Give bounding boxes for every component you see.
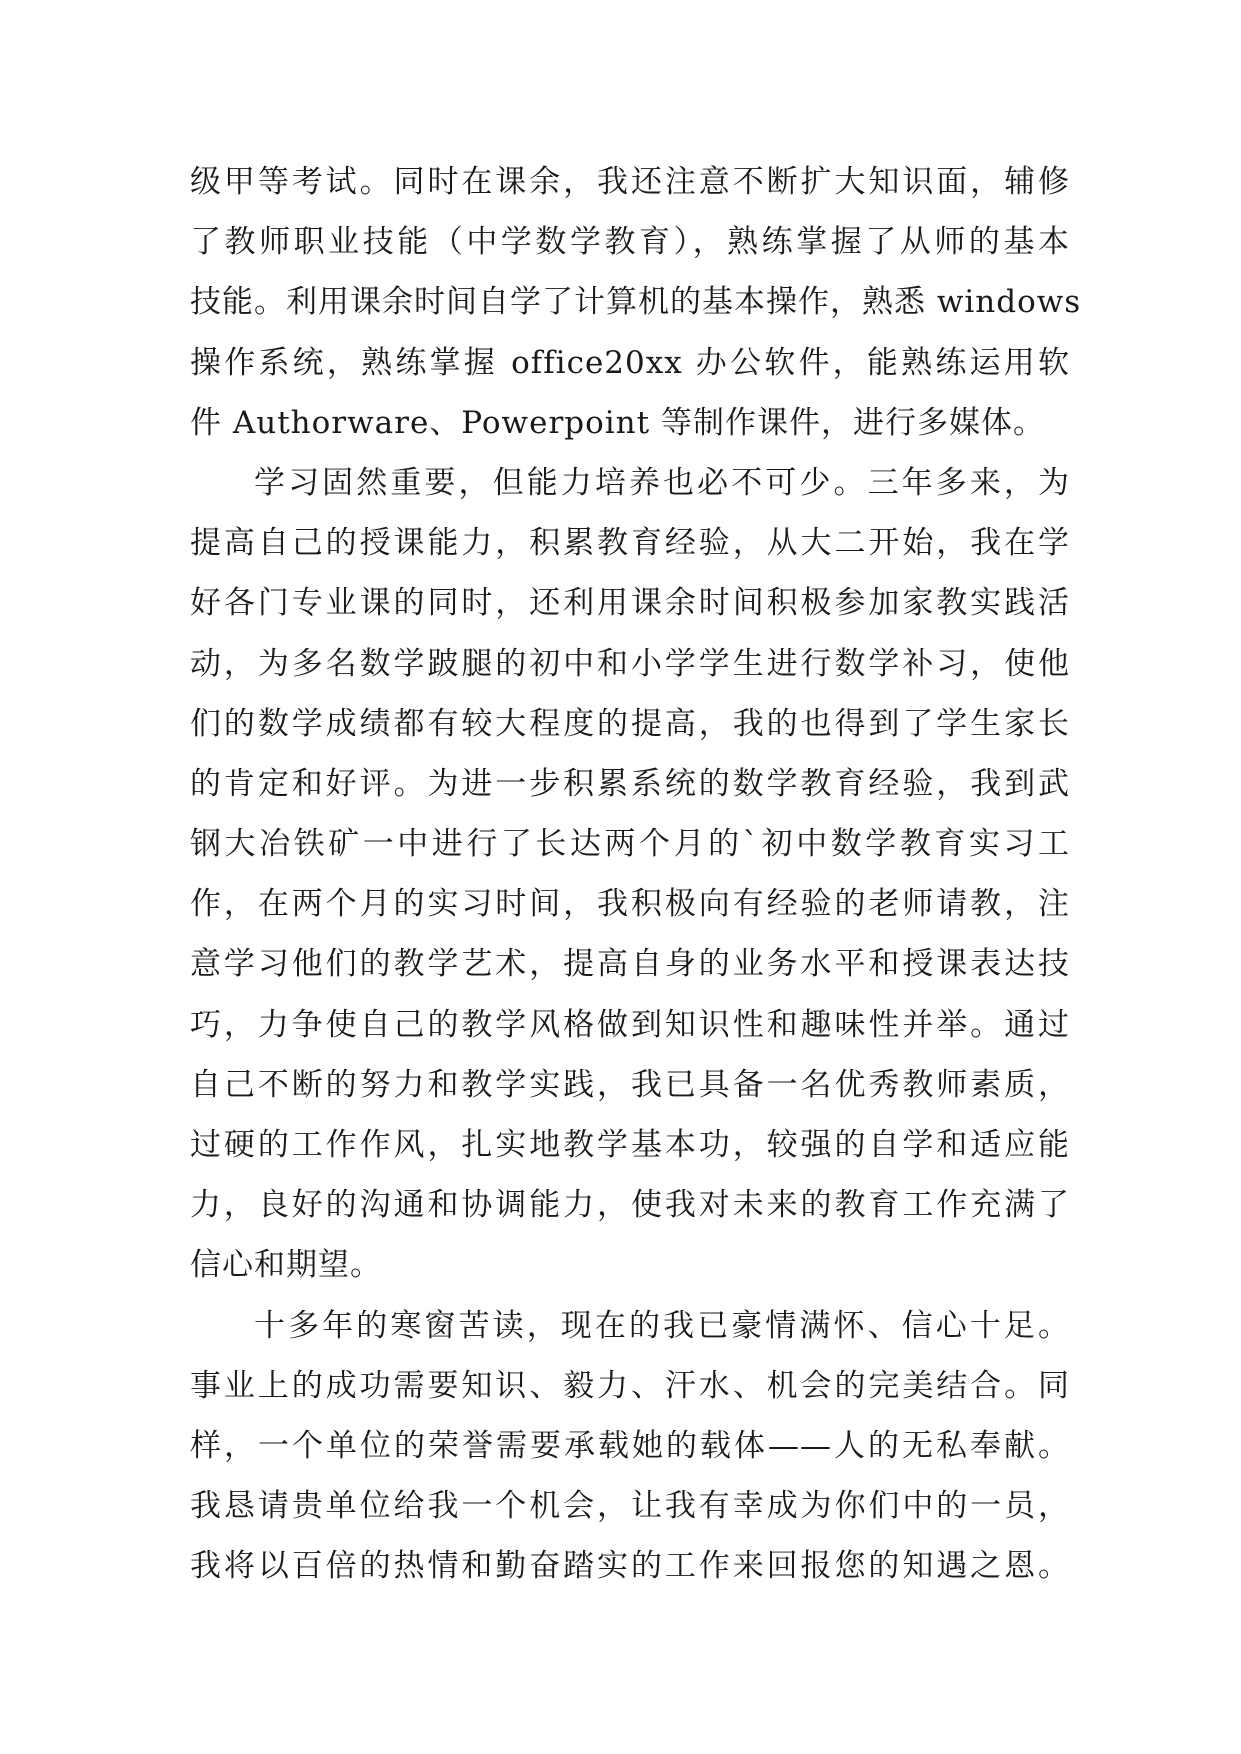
text-line: 意学习他们的教学艺术，提高自身的业务水平和授课表达技 [190,946,1070,983]
text-line: 好各门专业课的同时，还利用课余时间积极参加家教实践活 [190,585,1070,622]
text-line: 我将以百倍的热情和勤奋踏实的工作来回报您的知遇之恩。 [190,1548,1070,1585]
text-line: 巧，力争使自己的教学风格做到知识性和趣味性并举。通过 [190,1006,1070,1043]
text-line: 自己不断的努力和教学实践，我已具备一名优秀教师素质， [190,1066,1070,1103]
text-line: 级甲等考试。同时在课余，我还注意不断扩大知识面，辅修 [190,164,1070,200]
text-line: 技能。利用课余时间自学了计算机的基本操作，熟悉 windows [190,284,1082,321]
text-line: 过硬的工作作风，扎实地教学基本功，较强的自学和适应能 [190,1127,1070,1163]
paragraph-3 [190,1296,1070,1597]
text-line: 十多年的寒窗苦读，现在的我已豪情满怀、信心十足。 [254,1307,1070,1344]
text-line: 提高自己的授课能力，积累教育经验，从大二开始，我在学 [190,525,1070,562]
text-line: 了教师职业技能（中学数学教育），熟练掌握了从师的基本 [190,224,1070,261]
text-line: 们的数学成绩都有较大程度的提高，我的也得到了学生家长 [190,705,1070,742]
text-line: 件 Authorware、Powerpoint 等制作课件，进行多媒体。 [190,404,1045,441]
text-line: 我恳请贵单位给我一个机会，让我有幸成为你们中的一员， [190,1488,1070,1525]
text-line: 的肯定和好评。为进一步积累系统的数学教育经验，我到武 [190,765,1070,802]
text-line: 钢大冶铁矿一中进行了长达两个月的`初中数学教育实习工 [190,826,1070,863]
text-line: 事业上的成功需要知识、毅力、汗水、机会的完美结合。同 [190,1367,1070,1404]
paragraph-1 [190,152,1082,453]
text-line: 信心和期望。 [190,1247,382,1284]
text-line: 样，一个单位的荣誉需要承载她的载体——人的无私奉献。 [190,1427,1070,1464]
body-text [190,152,1082,1597]
text-line: 作，在两个月的实习时间，我积极向有经验的老师请教，注 [190,886,1070,923]
paragraph-2 [190,453,1070,1296]
text-line: 学习固然重要，但能力培养也必不可少。三年多来，为 [254,464,1070,501]
text-line: 力，良好的沟通和协调能力，使我对未来的教育工作充满了 [190,1187,1070,1224]
text-line: 动，为多名数学跛腿的初中和小学学生进行数学补习，使他 [190,645,1070,682]
text-line: 操作系统，熟练掌握 office20xx 办公软件，能熟练运用软 [190,344,1070,381]
